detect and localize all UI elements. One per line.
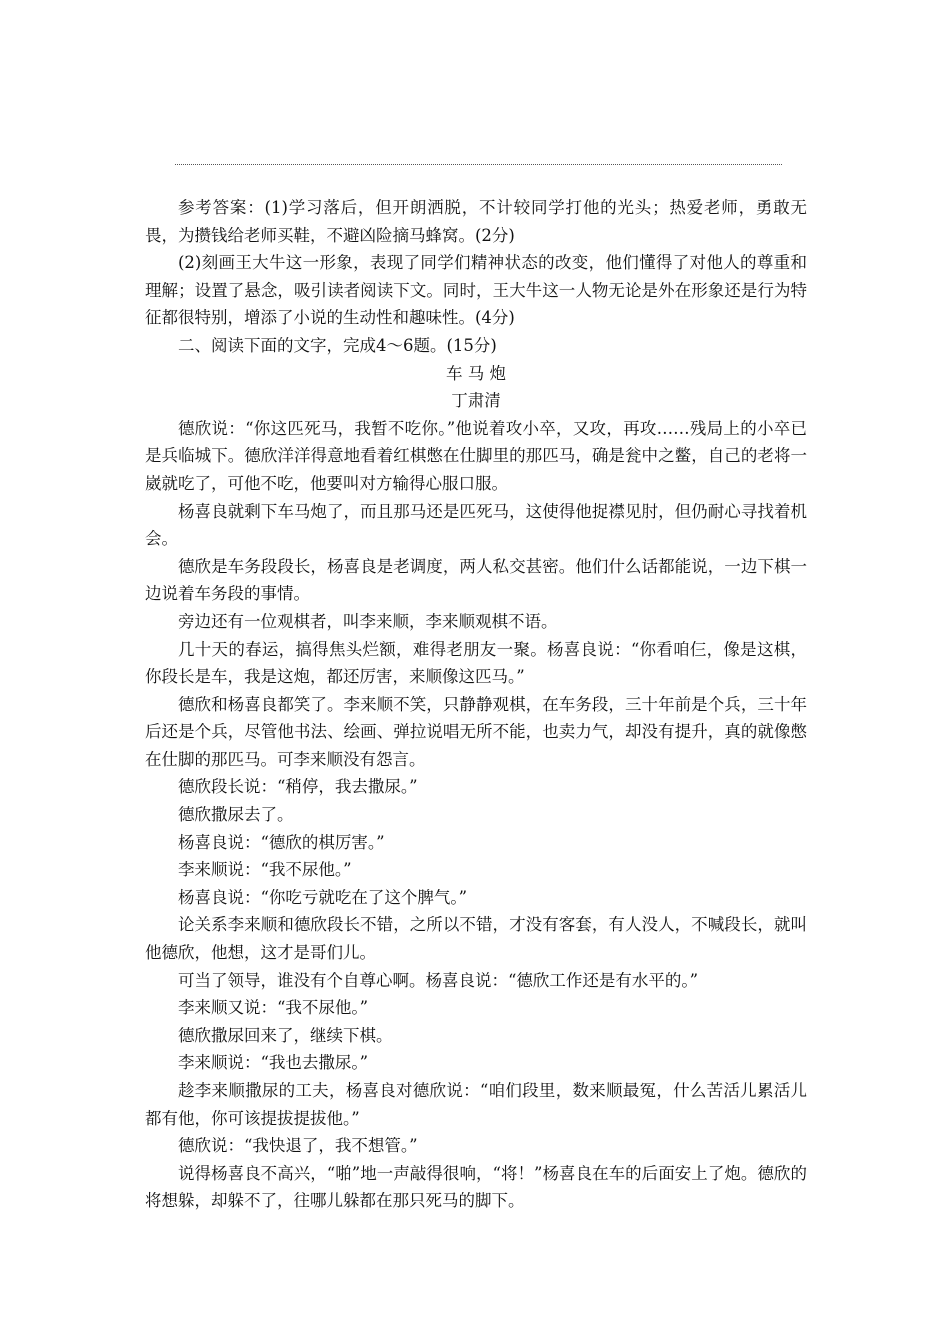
story-paragraph: 说得杨喜良不高兴，“啪”地一声敲得很响，“将！”杨喜良在车的后面安上了炮。德欣的将想躲，却躲不了，往哪儿躲都在那只死马的脚下。	[145, 1163, 807, 1211]
story-paragraph: 论关系李来顺和德欣段长不错，之所以不错，才没有客套，有人没人，不喊段长，就叫他德欣，他想，这才是哥们儿。	[145, 915, 807, 963]
story-paragraph: 旁边还有一位观棋者，叫李来顺，李来顺观棋不语。	[178, 611, 558, 631]
story-paragraph: 李来顺说：“我也去撒尿。”	[178, 1053, 369, 1073]
story-paragraph: 德欣说：“我快退了，我不想管。”	[178, 1136, 418, 1156]
story-author: 丁肃清	[451, 391, 501, 411]
story-paragraph: 杨喜良就剩下车马炮了，而且那马还是匹死马，这使得他捉襟见肘，但仍耐心寻找着机会。	[145, 501, 807, 549]
story-title: 车 马 炮	[446, 363, 506, 383]
story-paragraph: 杨喜良说：“德欣的棋厉害。”	[178, 832, 385, 852]
story-paragraph: 杨喜良说：“你吃亏就吃在了这个脾气。”	[178, 887, 468, 907]
section-heading: 二、阅读下面的文字，完成4～6题。(15分)	[178, 335, 497, 355]
story-paragraph: 可当了领导，谁没有个自尊心啊。杨喜良说：“德欣工作还是有水平的。”	[178, 970, 699, 990]
story-paragraph: 李来顺又说：“我不尿他。”	[178, 998, 369, 1018]
story-paragraph: 德欣撒尿去了。	[178, 805, 294, 825]
story-paragraph: 几十天的春运，搞得焦头烂额，难得老朋友一聚。杨喜良说：“你看咱仨，像是这棋，你段长是车，我是这炮，都还厉害，来顺像这匹马。”	[145, 639, 807, 687]
story-paragraph: 德欣和杨喜良都笑了。李来顺不笑，只静静观棋，在车务段，三十年前是个兵，三十年后还是个兵，尽管他书法、绘画、弹拉说唱无所不能，也卖力气，却没有提升，真的就像憋在仕脚的那匹马。可李来顺没有怨言。	[145, 694, 807, 769]
story-paragraph: 德欣说：“你这匹死马，我暂不吃你。”他说着攻小卒，又攻，再攻……残局上的小卒已是兵临城下。德欣洋洋得意地看着红棋憋在仕脚里的那匹马，确是瓮中之鳖，自己的老将一崴就吃了，可他不吃，他要叫对方输得心服口服。	[145, 418, 807, 493]
story-paragraph: 德欣段长说：“稍停，我去撒尿。”	[178, 777, 418, 797]
story-paragraph: 李来顺说：“我不尿他。”	[178, 860, 352, 880]
answer-paragraph-1: 参考答案：(1)学习落后，但开朗洒脱，不计较同学打他的光头；热爱老师，勇敢无畏，为攒钱给老师买鞋，不避凶险摘马蜂窝。(2分)	[145, 198, 807, 245]
page-content	[145, 194, 807, 1215]
story-paragraph: 德欣是车务段段长，杨喜良是老调度，两人私交甚密。他们什么话都能说，一边下棋一边说着车务段的事情。	[145, 556, 807, 604]
answer-paragraph-2: (2)刻画王大牛这一形象，表现了同学们精神状态的改变，他们懂得了对他人的尊重和理解；设置了悬念，吸引读者阅读下文。同时，王大牛这一人物无论是外在形象还是行为特征都很特别，增添了小说的生动性和趣味性。(4分)	[145, 253, 807, 328]
story-paragraph: 德欣撒尿回来了，继续下棋。	[178, 1025, 393, 1045]
header-divider	[175, 164, 782, 165]
story-paragraph: 趁李来顺撒尿的工夫，杨喜良对德欣说：“咱们段里，数来顺最冤，什么苦活儿累活儿都有他，你可该提拔提拔他。”	[145, 1081, 807, 1128]
